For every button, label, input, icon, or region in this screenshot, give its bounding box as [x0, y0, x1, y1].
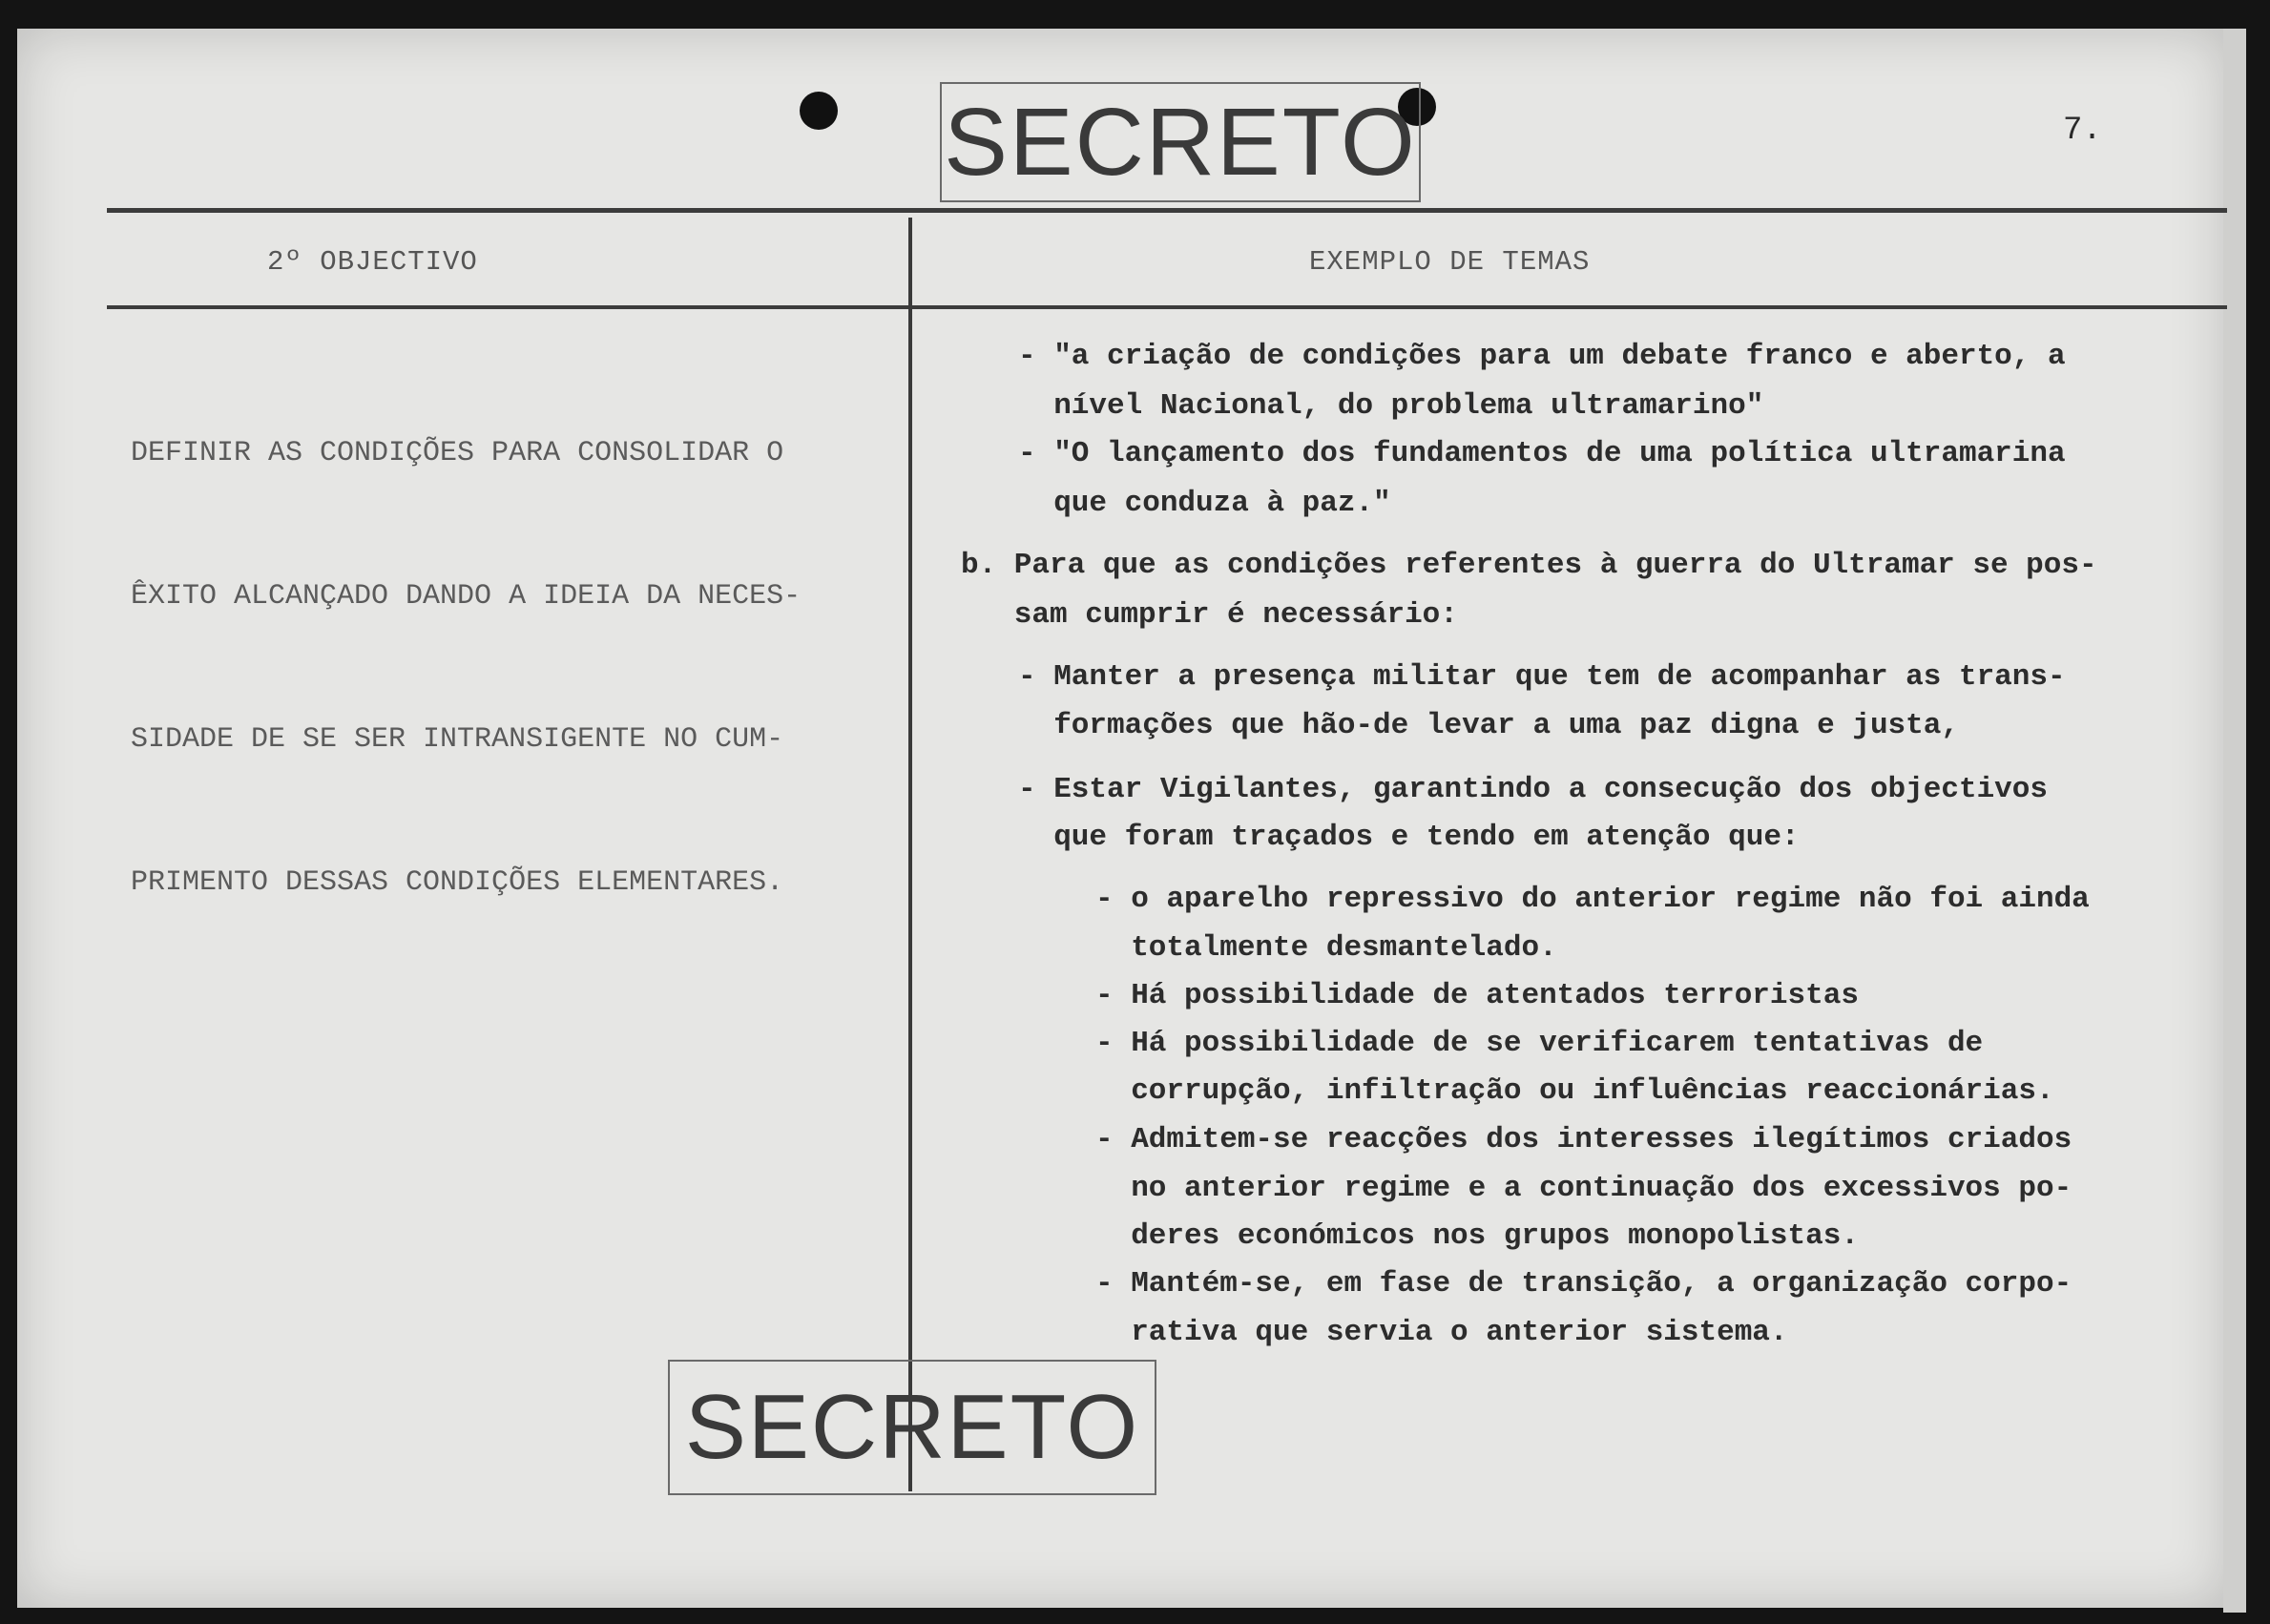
theme-line: - Estar Vigilantes, garantindo a consecução dos objectivos: [1018, 773, 2048, 806]
theme-line: deres económicos nos grupos monopolistas.: [1095, 1219, 1859, 1253]
theme-line: formações que hão-de levar a uma paz digna e justa,: [1018, 709, 1959, 742]
theme-line: corrupção, infiltração ou influências reaccionárias.: [1095, 1074, 2054, 1108]
theme-line: - Há possibilidade de se verificarem tentativas de: [1095, 1027, 1984, 1060]
theme-line: b. Para que as condições referentes à guerra do Ultramar se pos-: [961, 549, 2097, 582]
column-divider: [908, 218, 912, 1491]
theme-line: - Mantém-se, em fase de transição, a organização corpo-: [1095, 1267, 2072, 1301]
objective-line: SIDADE DE SE SER INTRANSIGENTE NO CUM-: [131, 723, 784, 756]
theme-line: - Admitem-se reacções dos interesses ilegítimos criados: [1095, 1123, 2072, 1156]
objective-line: PRIMENTO DESSAS CONDIÇÕES ELEMENTARES.: [131, 866, 784, 899]
theme-line: nível Nacional, do problema ultramarino": [1018, 389, 1764, 423]
theme-line: - Há possibilidade de atentados terroristas: [1095, 979, 1859, 1012]
theme-line: que foram traçados e tendo em atenção que:: [1018, 821, 1800, 854]
objective-line: DEFINIR AS CONDIÇÕES PARA CONSOLIDAR O: [131, 437, 784, 469]
theme-line: que conduza à paz.": [1018, 487, 1391, 520]
theme-line: rativa que servia o anterior sistema.: [1095, 1316, 1788, 1349]
theme-line: - "a criação de condições para um debate franco e aberto, a: [1018, 340, 2066, 373]
punch-hole-left: [800, 92, 838, 130]
table-top-rule: [107, 208, 2227, 213]
theme-line: - Manter a presença militar que tem de acompanhar as trans-: [1018, 660, 2066, 694]
theme-line: totalmente desmantelado.: [1095, 931, 1557, 965]
theme-line: - "O lançamento dos fundamentos de uma política ultramarina: [1018, 437, 2066, 470]
table-header-rule: [107, 305, 2227, 309]
page-number: 7.: [2063, 113, 2102, 149]
theme-line: no anterior regime e a continuação dos excessivos po-: [1095, 1172, 2072, 1205]
objective-text: [131, 334, 885, 954]
secreto-stamp-bottom: SECRETO: [668, 1360, 1156, 1495]
column-header-objective: 2º OBJECTIVO: [267, 246, 478, 278]
page-edge: [2223, 29, 2246, 1613]
objective-line: ÊXITO ALCANÇADO DANDO A IDEIA DA NECES-: [131, 580, 802, 613]
secreto-stamp-top: SECRETO: [940, 82, 1421, 202]
theme-line: sam cumprir é necessário:: [961, 598, 1458, 632]
theme-line: - o aparelho repressivo do anterior regime não foi ainda: [1095, 883, 2090, 916]
column-header-themes: EXEMPLO DE TEMAS: [1309, 246, 1591, 278]
